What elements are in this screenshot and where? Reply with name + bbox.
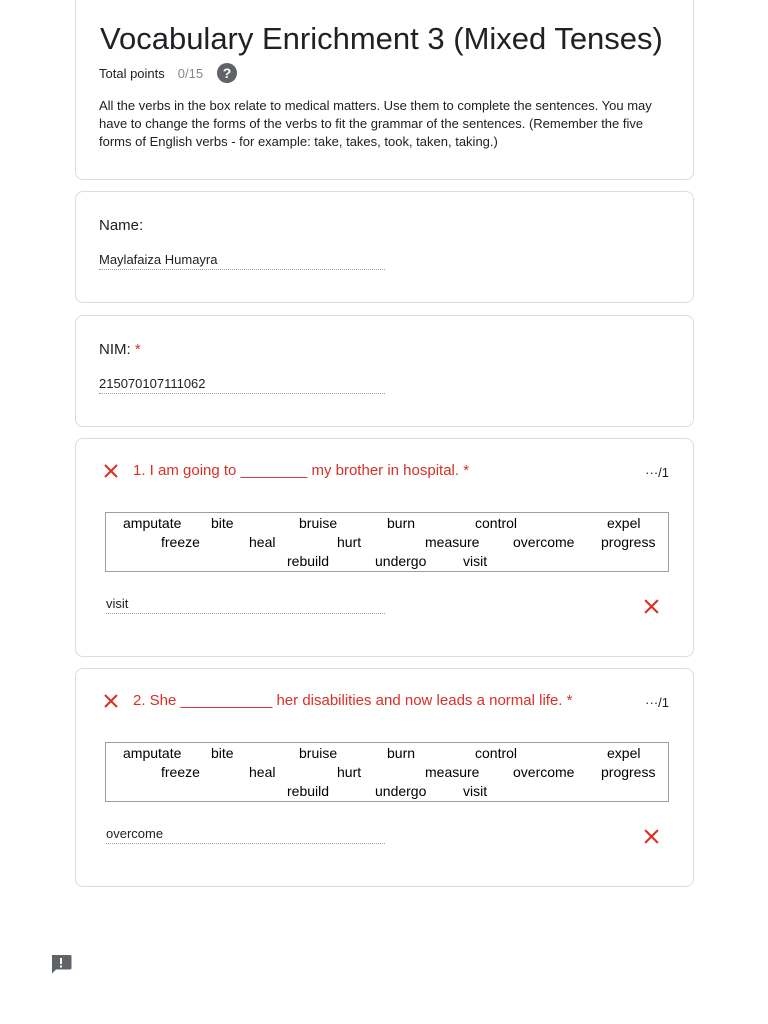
required-asterisk: * xyxy=(134,341,141,358)
form-title: Vocabulary Enrichment 3 (Mixed Tenses) xyxy=(100,21,663,56)
verb-item: measure xyxy=(425,764,480,780)
question-title: 2. She ___________ her disabilities and now leads a normal life. * xyxy=(133,692,573,709)
verb-item: freeze xyxy=(161,764,200,780)
total-points-value: 0/15 xyxy=(177,65,204,81)
verb-item: amputate xyxy=(123,515,182,531)
total-points-row xyxy=(99,63,237,83)
nim-field-label-text: NIM: xyxy=(99,341,131,358)
verb-item: control xyxy=(475,745,518,761)
verb-item: bruise xyxy=(299,745,338,761)
verb-box xyxy=(105,742,669,802)
verb-item: overcome xyxy=(513,534,575,550)
question-header xyxy=(103,462,469,479)
answer-value: visit xyxy=(106,595,385,614)
question-header xyxy=(103,692,572,709)
nim-field-card xyxy=(75,315,694,427)
question-score: ···/1 xyxy=(645,695,669,710)
verb-item: freeze xyxy=(161,534,200,550)
verb-item: expel xyxy=(607,515,641,531)
nim-field-value: 215070107111062 xyxy=(99,375,385,394)
verb-item: hurt xyxy=(337,534,362,550)
close-icon xyxy=(103,693,119,709)
verb-item: bruise xyxy=(299,515,338,531)
verb-item: expel xyxy=(607,745,641,761)
verb-item: visit xyxy=(463,553,488,569)
verb-item: burn xyxy=(387,515,416,531)
verb-item: measure xyxy=(425,534,480,550)
question-card-1 xyxy=(75,438,694,657)
form-description: All the verbs in the box relate to medical matters. Use them to complete the sentences. You may have to change the forms of the verbs to fit the grammar of the sentences. (Remember the five forms of English verbs - for example: take, takes, took, taken, taking.) xyxy=(99,98,652,149)
verb-item: hurt xyxy=(337,764,362,780)
report-feedback-icon[interactable] xyxy=(50,954,72,974)
nim-field-label xyxy=(99,341,141,358)
verb-item: progress xyxy=(601,534,656,550)
verb-item: control xyxy=(475,515,518,531)
form-header-card xyxy=(75,0,694,180)
verb-item: rebuild xyxy=(287,553,330,569)
verb-item: undergo xyxy=(375,783,427,799)
answer-value: overcome xyxy=(106,825,385,844)
svg-text:?: ? xyxy=(222,65,232,81)
name-field-label: Name: xyxy=(99,217,144,234)
verb-item: heal xyxy=(249,764,276,780)
question-card-2 xyxy=(75,668,694,887)
verb-item: progress xyxy=(601,764,656,780)
close-icon xyxy=(643,828,660,845)
verb-item: burn xyxy=(387,745,416,761)
verb-item: rebuild xyxy=(287,783,330,799)
verb-item: overcome xyxy=(513,764,575,780)
close-icon xyxy=(103,463,119,479)
name-field-value: Maylafaiza Humayra xyxy=(99,251,385,270)
verb-item: undergo xyxy=(375,553,427,569)
question-score: ···/1 xyxy=(645,465,669,480)
verb-item: visit xyxy=(463,783,488,799)
verb-item: amputate xyxy=(123,745,182,761)
question-title: 1. I am going to ________ my brother in hospital. * xyxy=(133,462,470,479)
help-circle-icon[interactable] xyxy=(217,63,237,83)
verb-box xyxy=(105,512,669,572)
verb-item: bite xyxy=(211,515,234,531)
total-points-label: Total points xyxy=(99,65,165,81)
close-icon xyxy=(643,598,660,615)
name-field-card xyxy=(75,191,694,303)
verb-item: bite xyxy=(211,745,234,761)
verb-item: heal xyxy=(249,534,276,550)
